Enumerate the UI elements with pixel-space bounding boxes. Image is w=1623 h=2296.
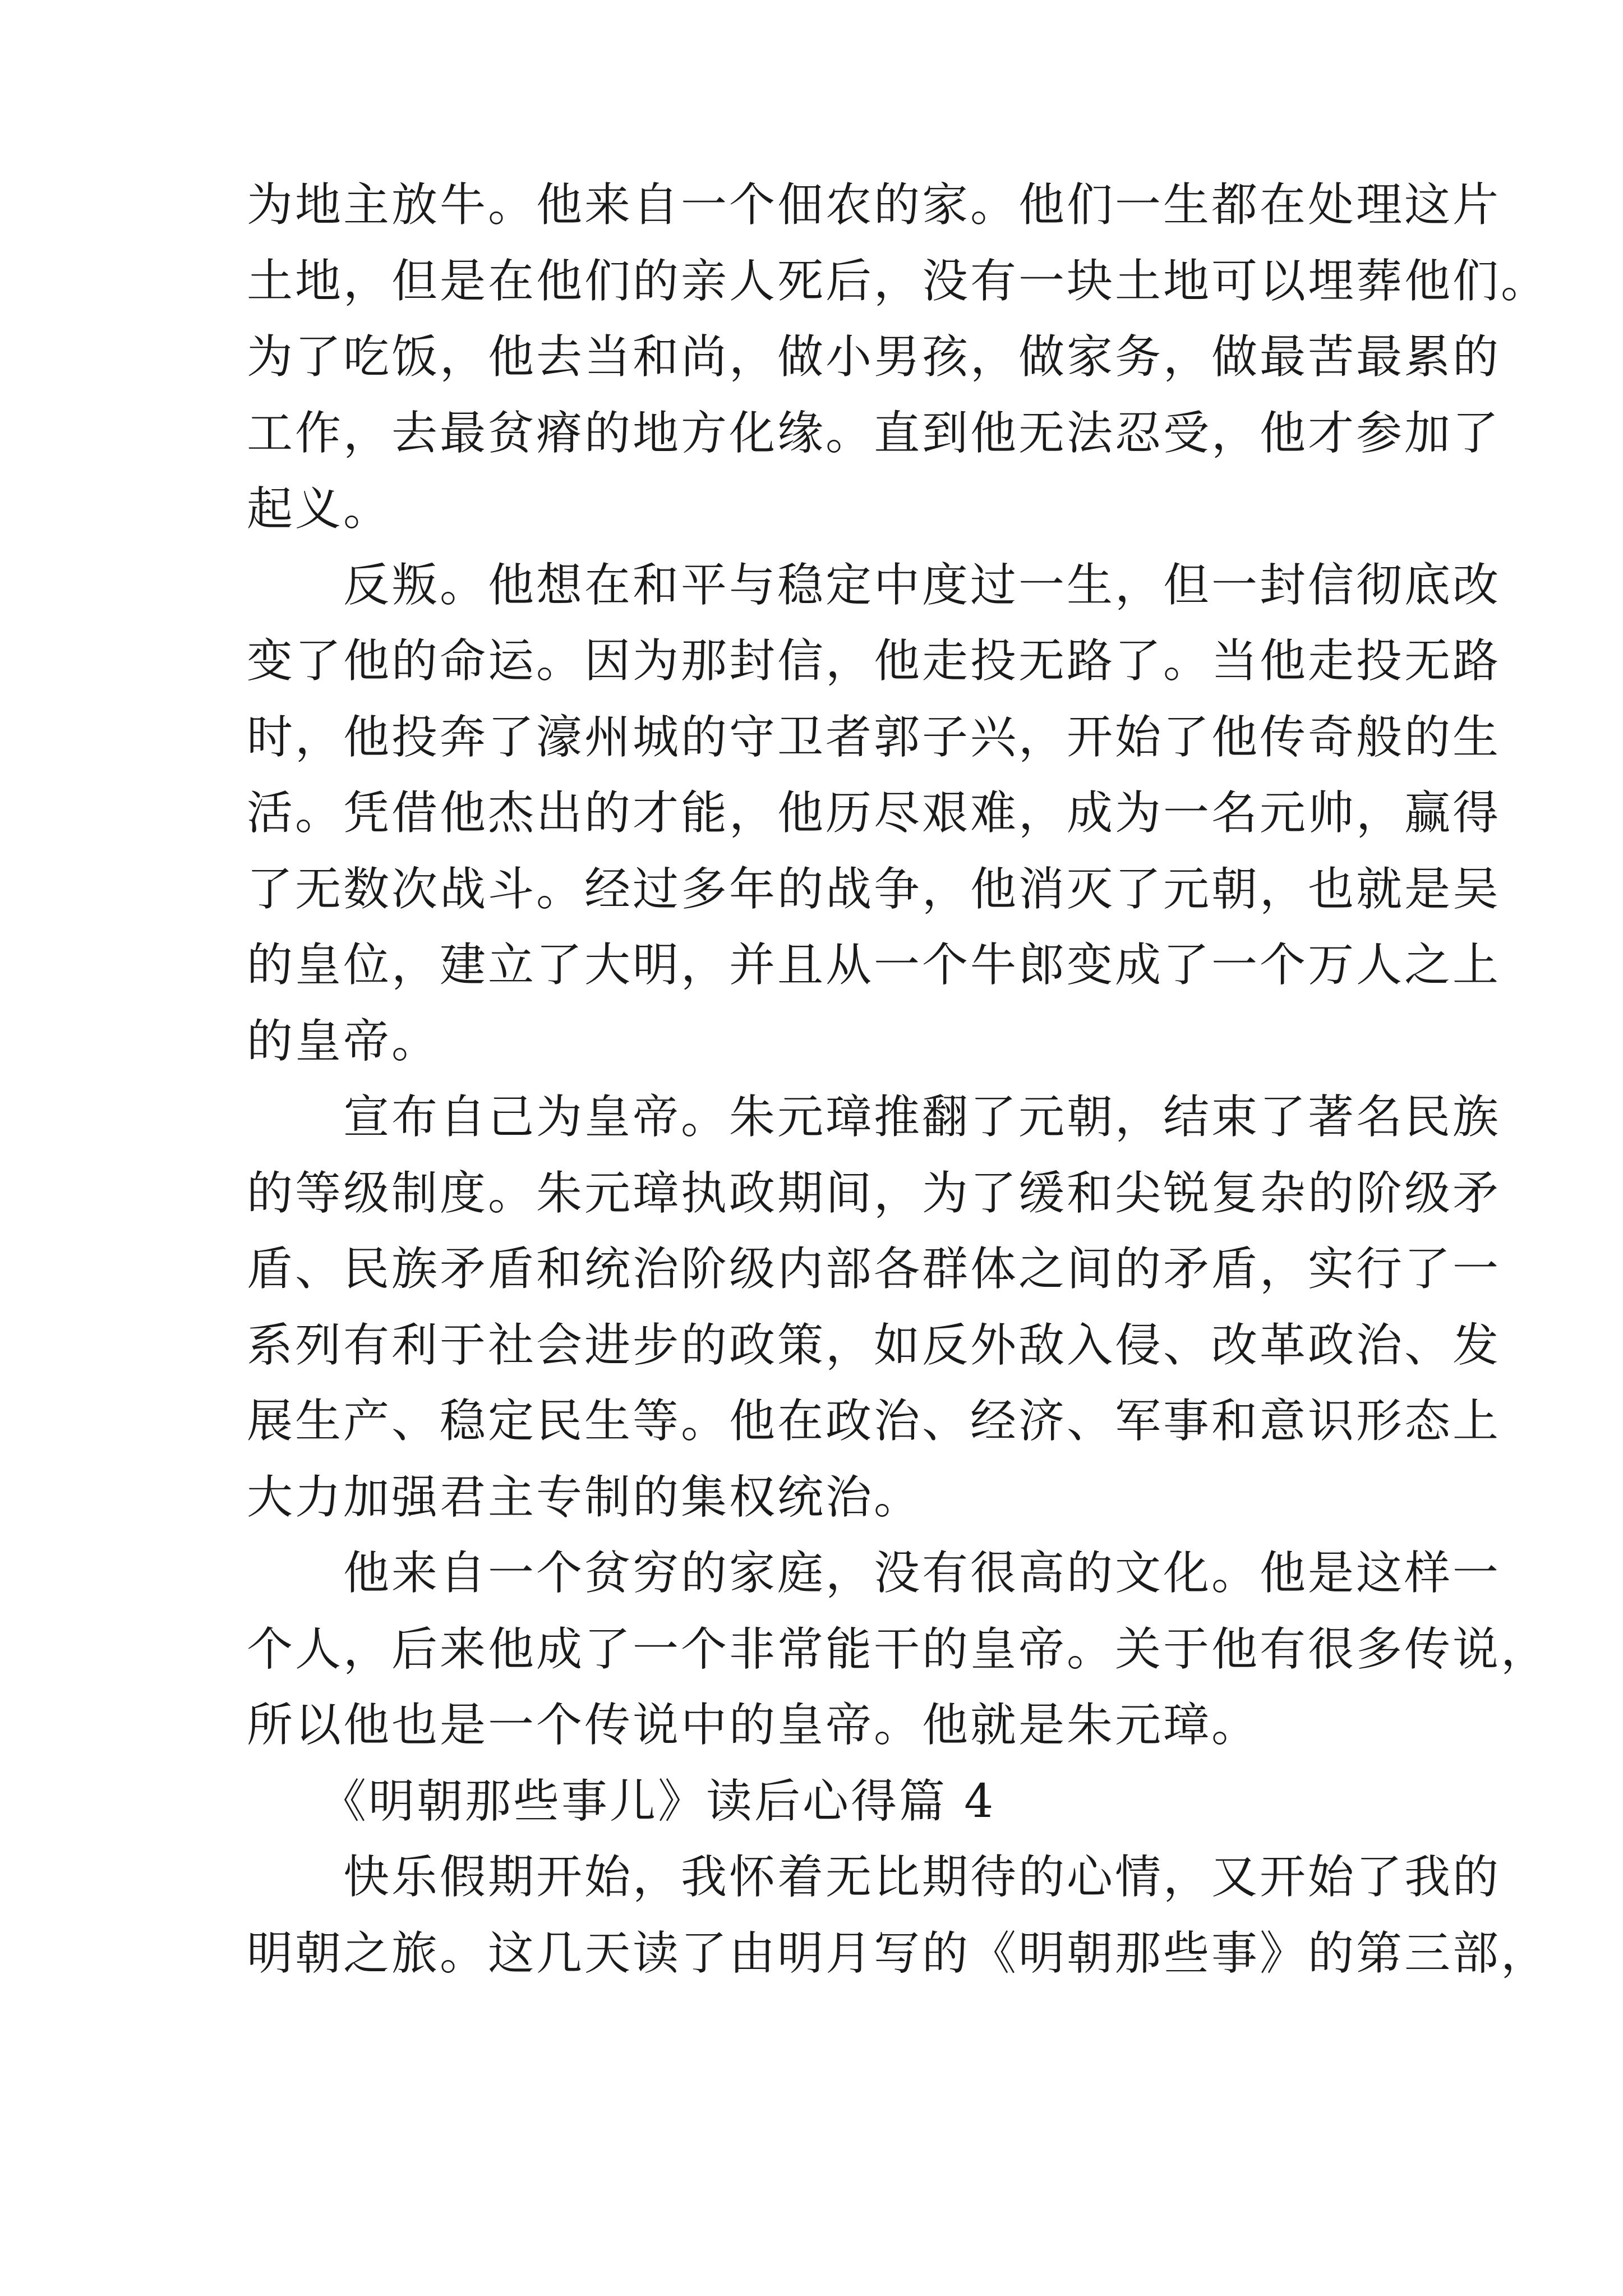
text-line: 的皇帝。 — [247, 1014, 440, 1068]
text-line: 的皇位，建立了大明，并且从一个牛郎变成了一个万人之上 — [247, 938, 1501, 992]
text-line: 明朝之旅。这几天读了由明月写的《明朝那些事》的第三部， — [247, 1926, 1550, 1980]
text-line: 反叛。他想在和平与稳定中度过一生，但一封信彻底改 — [247, 558, 1501, 612]
text-line: 土地，但是在他们的亲人死后，没有一块土地可以埋葬他们。 — [247, 254, 1550, 308]
text-line: 展生产、稳定民生等。他在政治、经济、军事和意识形态上 — [247, 1395, 1501, 1448]
text-line: 所以他也是一个传说中的皇帝。他就是朱元璋。 — [247, 1699, 1260, 1752]
text-line: 起义。 — [247, 482, 392, 536]
text-line: 快乐假期开始，我怀着无比期待的心情，又开始了我的 — [247, 1851, 1501, 1904]
text-line: 为了吃饭，他去当和尚，做小男孩，做家务，做最苦最累的 — [247, 330, 1501, 384]
text-line: 为地主放牛。他来自一个佃农的家。他们一生都在处理这片 — [247, 178, 1501, 232]
text-line: 了无数次战斗。经过多年的战争，他消灭了元朝，也就是吴 — [247, 862, 1501, 916]
text-line: 工作，去最贫瘠的地方化缘。直到他无法忍受，他才参加了 — [247, 406, 1501, 460]
text-line: 他来自一个贫穷的家庭，没有很高的文化。他是这样一 — [247, 1547, 1501, 1600]
text-line: 的等级制度。朱元璋执政期间，为了缓和尖锐复杂的阶级矛 — [247, 1166, 1501, 1220]
text-line: 活。凭借他杰出的才能，他历尽艰难，成为一名元帅，赢得 — [247, 786, 1501, 840]
text-line: 变了他的命运。因为那封信，他走投无路了。当他走投无路 — [247, 634, 1501, 688]
body-text — [247, 167, 1550, 1991]
text-line: 大力加强君主专制的集权统治。 — [247, 1470, 923, 1524]
text-line: 宣布自己为皇帝。朱元璋推翻了元朝，结束了著名民族 — [247, 1091, 1501, 1144]
text-line: 盾、民族矛盾和统治阶级内部各群体之间的矛盾，实行了一 — [247, 1243, 1501, 1296]
text-line: 系列有利于社会进步的政策，如反外敌入侵、改革政治、发 — [247, 1318, 1501, 1372]
text-line: 个人，后来他成了一个非常能干的皇帝。关于他有很多传说， — [247, 1622, 1550, 1676]
text-line: 时，他投奔了濠州城的守卫者郭子兴，开始了他传奇般的生 — [247, 710, 1501, 764]
section-heading: 《明朝那些事儿》读后心得篇 4 — [247, 1774, 996, 1828]
